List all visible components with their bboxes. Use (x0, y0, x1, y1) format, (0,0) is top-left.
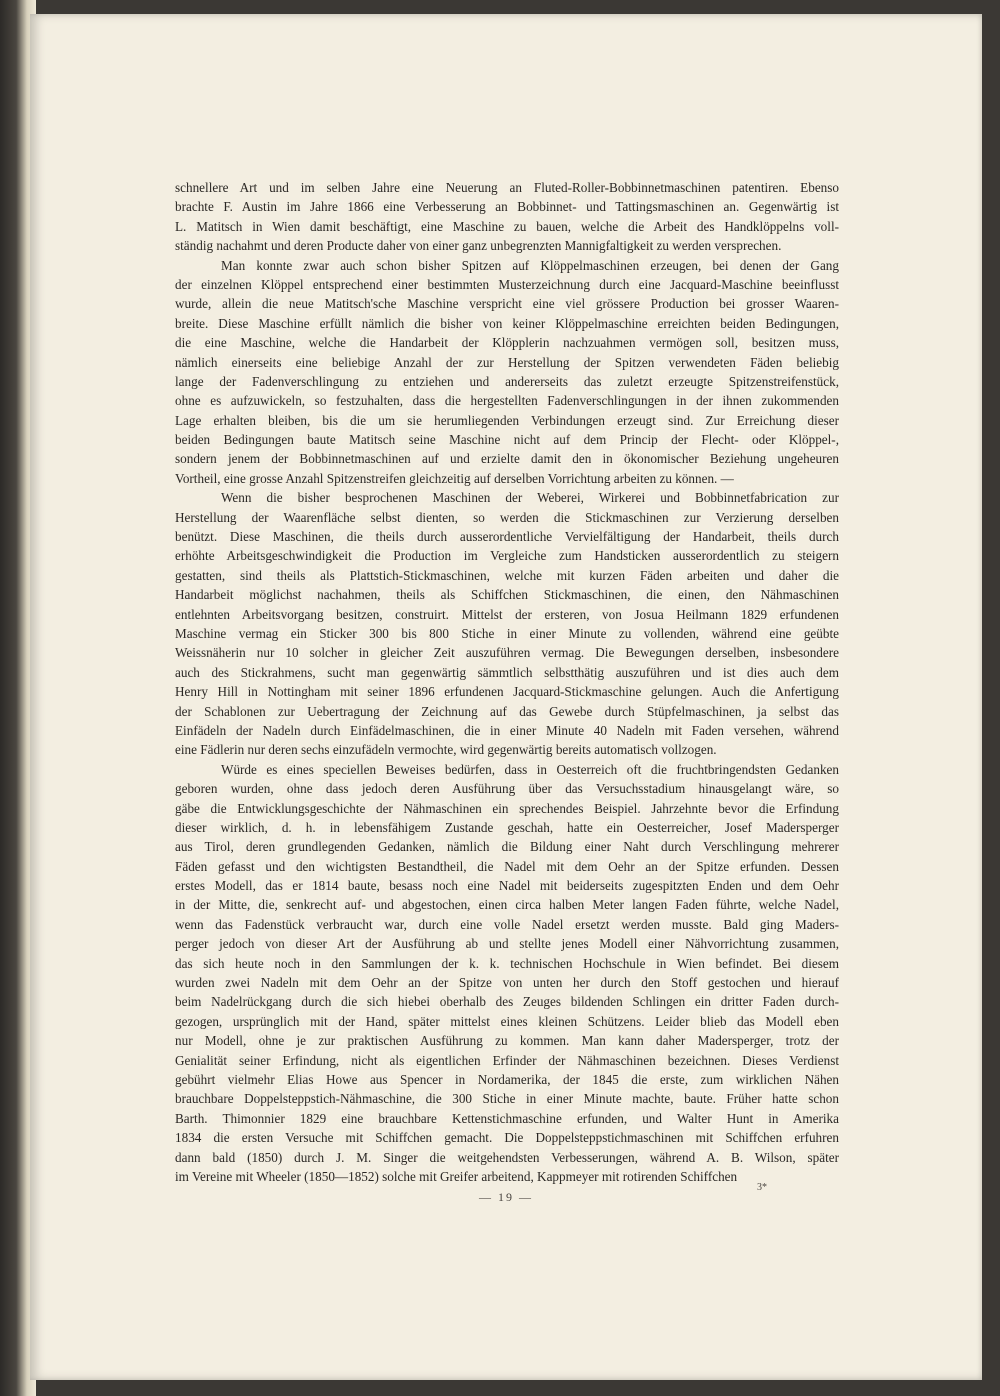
book-page (30, 14, 982, 1380)
text-line: Lage erhalten bleiben, bis die um sie herumliegenden Verbindungen erzeugt sind. Zur Erreichung dieser (175, 412, 839, 428)
text-line: Handarbeit möglichst nachahmen, theils als Schiffchen Stickmaschinen, die einen, den Nähmaschinen (175, 587, 839, 603)
text-line: Maschine vermag ein Sticker 300 bis 800 Stiche in einer Minute zu vollenden, während eine geübte (175, 625, 839, 641)
text-line: der Schablonen zur Uebertragung der Zeichnung auf das Gewebe durch Stüpfelmaschinen, ja selbst das (175, 703, 839, 719)
text-line: geboren wurden, ohne dass jedoch deren Ausführung über das Versuchsstadium hinausgelangt wäre, so (175, 781, 839, 797)
text-line: Barth. Thimonnier 1829 eine brauchbare Kettenstichmaschine erfunden, und Walter Hunt in Amerika (175, 1110, 839, 1126)
text-line: Henry Hill in Nottingham mit seiner 1896 erfundenen Jacquard-Stickmaschine gelungen. Auch die Anfertigung (175, 684, 839, 700)
text-line: beiden Bedingungen baute Matitsch seine Maschine nicht auf dem Princip der Flecht- oder Klöppel-, (175, 432, 839, 448)
body-text (175, 178, 839, 1186)
text-line: Vortheil, eine grosse Anzahl Spitzenstreifen gleichzeitig auf derselben Vorrichtung arbeiten zu können. — (175, 470, 734, 486)
text-line: Man konnte zwar auch schon bisher Spitzen auf Klöppelmaschinen erzeugen, bei denen der Gang (221, 257, 839, 273)
text-line: eine Fädlerin nur deren sechs einzufädeln vermochte, wird gegenwärtig bereits automatisch vollzogen. (175, 742, 717, 758)
text-line: perger jedoch von dieser Art der Ausführung ab und stellte jenes Modell einer Nähvorrichtung zusammen, (175, 936, 839, 952)
text-line: Würde es eines speciellen Beweises bedürfen, dass in Oesterreich oft die fruchtbringendsten Gedanken (221, 761, 839, 777)
paragraph (175, 178, 839, 256)
paragraph (175, 760, 839, 1187)
text-line: das sich heute noch in den Sammlungen der k. k. technischen Hochschule in Wien befindet. Bei diesem (175, 955, 839, 971)
text-line: die eine Maschine, welche die Handarbeit der Klöpplerin nachzuahmen vermögen soll, besitzen muss, (175, 335, 839, 351)
text-line: der einzelnen Klöppel entsprechend einer bestimmten Musterzeichnung durch eine Jacquard-Maschine beeinflusst (175, 276, 839, 292)
page-number: — 19 — (479, 1190, 533, 1204)
text-line: Genialität seiner Erfindung, nicht als eigentlichen Erfinder der Nähmaschinen bezeichnen. Dieses Verdienst (175, 1052, 839, 1068)
text-line: nämlich einerseits eine beliebige Anzahl der zur Herstellung der Spitzen verwendeten Fäden beliebig (175, 354, 839, 370)
text-line: gäbe die Entwicklungsgeschichte der Nähmaschinen ein sprechendes Beispiel. Jahrzehnte bevor die Erfindung (175, 800, 839, 816)
text-line: Weissnäherin nur 10 solcher in gleicher Zeit auszuführen vermag. Die Bewegungen derselben, insbesondere (175, 645, 839, 661)
paragraph (175, 256, 839, 489)
text-line: L. Matitsch in Wien damit beschäftigt, eine Maschine zu bauen, welche die Arbeit des Handklöppelns voll- (175, 218, 839, 234)
text-line: Fäden gefasst und den wichtigsten Bestandtheil, die Nadel mit dem Oehr an der Spitze erfunden. Dessen (175, 858, 839, 874)
text-line: brauchbare Doppelsteppstich-Nähmaschine, die 300 Stiche in einer Minute machte, baute. Früher hatte schon (175, 1091, 839, 1107)
text-line: Wenn die bisher besprochenen Maschinen der Weberei, Wirkerei und Bobbinnetfabrication zur (221, 490, 839, 506)
text-line: dieser wirklich, d. h. in lebensfähigem Zustande geschah, hatte ein Oesterreicher, Josef Madersperger (175, 819, 839, 835)
text-line: lange der Fadenverschlingung zu entziehen und andererseits das zuletzt erzeugte Spitzenstreifenstück, (175, 373, 839, 389)
text-line: schnellere Art und im selben Jahre eine Neuerung an Fluted-Roller-Bobbinnetmaschinen patentiren. Ebenso (175, 180, 839, 195)
text-line: gezogen, ursprünglich mit der Hand, später mittelst eines kleinen Schützens. Leider blieb das Modell eben (175, 1013, 839, 1029)
text-line: wenn das Fadenstück verbraucht war, durch eine volle Nadel ersetzt werden musste. Bald ging Maders- (175, 916, 839, 932)
text-line: breite. Diese Maschine erfüllt nämlich die bisher von keiner Klöppelmaschine erreichten beiden Bedingungen, (175, 315, 839, 331)
text-line: brachte F. Austin im Jahre 1866 eine Verbesserung an Bobbinnet- und Tattingsmaschinen an. Gegenwärtig ist (175, 199, 839, 215)
text-line: im Vereine mit Wheeler (1850—1852) solche mit Greifer arbeitend, Kappmeyer mit rotirenden Schiffchen (175, 1168, 738, 1184)
text-line: wurden zwei Nadeln mit dem Oehr an der Spitze von unten her durch den Stoff gestochen und hierauf (175, 975, 839, 991)
printer-signature-mark: 3* (757, 1182, 767, 1193)
text-line: in der Mitte, die, senkrecht auf- und abgestochen, einen circa halben Meter langen Faden führte, welche Nadel, (175, 897, 839, 913)
text-line: wurde, allein die neue Matitsch'sche Maschine verspricht eine viel grössere Production bei grosser Waaren- (175, 296, 839, 312)
paragraph (175, 488, 839, 759)
text-line: auch des Stickrahmens, sucht man gegenwärtig sämmtlich selbstthätig auszuführen und ist dies auch dem (175, 664, 839, 680)
text-line: dann bald (1850) durch J. M. Singer die weitgehendsten Verbesserungen, während A. B. Wilson, später (175, 1149, 839, 1165)
text-line: Herstellung der Waarenfläche selbst dienten, so werden die Stickmaschinen zur Verzierung derselben (175, 509, 839, 525)
text-line: aus Tirol, deren grundlegenden Gedanken, nämlich die Bildung einer Naht durch Verschlingung mehrerer (175, 839, 839, 855)
text-line: gebührt vielmehr Elias Howe aus Spencer in Nordamerika, der 1845 die erste, zum wirklichen Nähen (175, 1071, 839, 1087)
text-line: benützt. Diese Maschinen, die theils durch ausserordentliche Vervielfältigung der Handarbeit, theils durch (175, 529, 839, 545)
text-line: erstes Modell, das er 1814 baute, besass noch eine Nadel mit beiderseits zugespitzten Enden und dem Oehr (175, 878, 839, 894)
text-line: gestatten, sind theils als Plattstich-Stickmaschinen, welche mit kurzen Fäden arbeiten und daher die (175, 567, 839, 583)
text-line: beim Nadelrückgang durch die sich hiebei oberhalb des Zeuges bildenden Schlingen ein dritter Faden durch- (175, 994, 839, 1010)
text-line: sondern jenem der Bobbinnetmaschinen auf und erzielte damit den in ökonomischer Beziehung ungeheuren (175, 451, 839, 467)
text-line: entlehnten Arbeitsvorgang besitzen, construirt. Mittelst der ersteren, von Josua Heilmann 1829 erfundenen (175, 606, 839, 622)
text-line: nur Modell, ohne je zur praktischen Ausführung zu kommen. Man kann daher Madersperger, trotz der (175, 1033, 839, 1049)
text-line: erhöhte Arbeitsgeschwindigkeit die Production im Vergleiche zum Handsticken ausserordentlich zu steigern (175, 548, 839, 564)
text-line: Einfädeln der Nadeln durch Einfädelmaschinen, die in einer Minute 40 Nadeln mit Faden versehen, während (175, 722, 839, 738)
text-line: ohne es aufzuwickeln, so festzuhalten, dass die hergestellten Fadenverschlingungen in der ihnen zukommenden (175, 393, 839, 409)
text-line: 1834 die ersten Versuche mit Schiffchen gemacht. Die Doppelsteppstichmaschinen mit Schiffchen erfuhren (175, 1130, 839, 1146)
text-line: ständig nachahmt und deren Producte daher von einer ganz unbegrenzten Mannigfaltigkeit zu werden versprechen. (175, 238, 782, 254)
